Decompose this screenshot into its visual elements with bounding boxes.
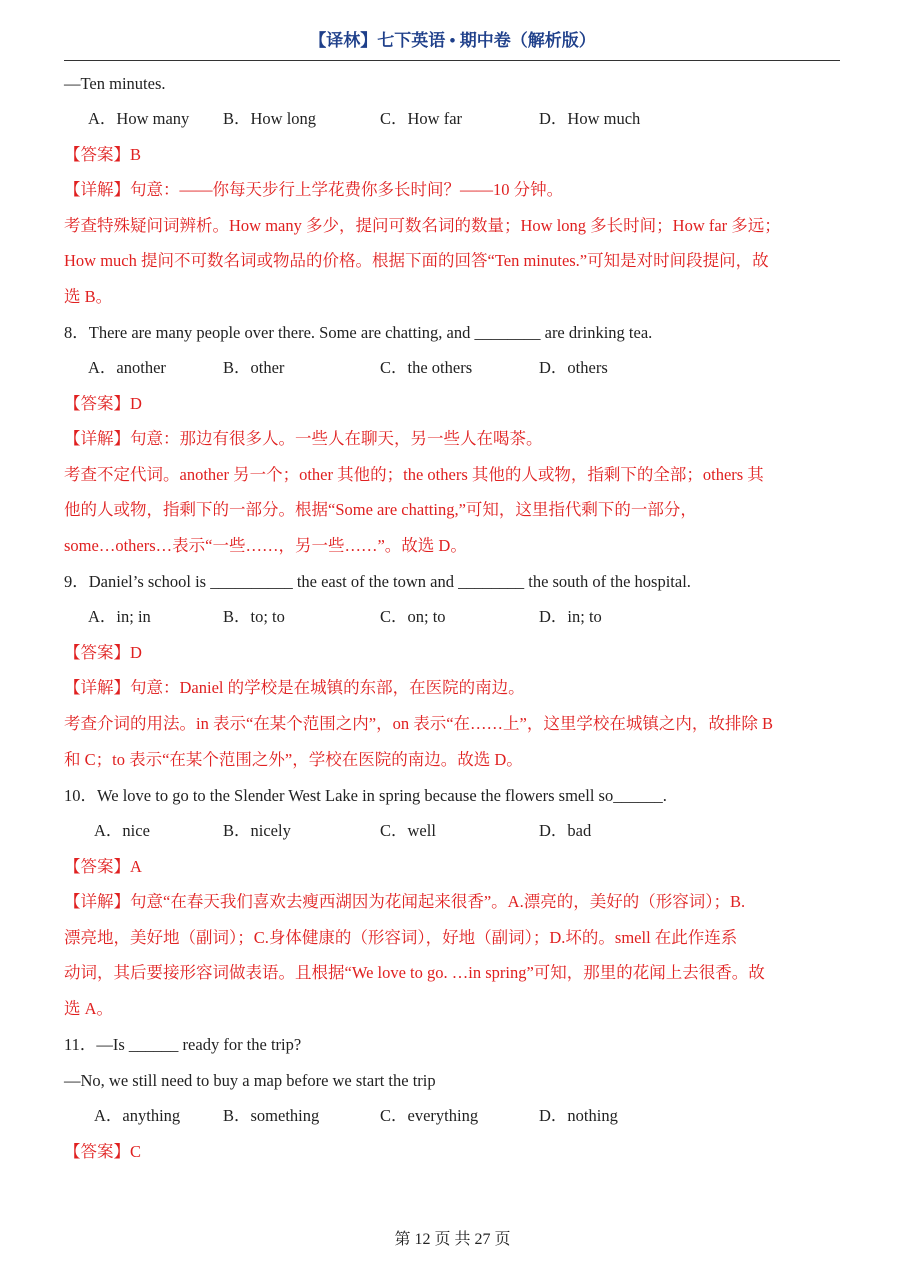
q10-option-a: A．nice bbox=[94, 821, 150, 840]
q9-option-c: C．on; to bbox=[380, 607, 446, 626]
q10-explain-line: 漂亮地，美好地（副词）；C.身体健康的（形容词），好地（副词）；D.坏的。smell 在此作连系 bbox=[64, 928, 738, 947]
q7-option-b: B．How long bbox=[223, 109, 317, 128]
q7-explain-line: 考查特殊疑问词辨析。How many 多少，提问可数名词的数量；How long 多长时间；How far 多远； bbox=[64, 216, 781, 235]
q9-explain-line: 【详解】句意：Daniel 的学校是在城镇的东部，在医院的南边。 bbox=[64, 678, 525, 697]
q7-option-c: C．How far bbox=[380, 109, 463, 128]
q11-option-d: D．nothing bbox=[539, 1106, 618, 1125]
q8-stem: 8．There are many people over there. Some are chatting, and ________ are drinking tea. bbox=[64, 323, 653, 342]
q7-explain-line: 选 B。 bbox=[64, 287, 113, 306]
q11-stem: 11．—Is ______ ready for the trip? bbox=[64, 1035, 302, 1054]
q8-explain-line: 他的人或物，指剩下的一部分。根据“Some are chatting,”可知，这里指代剩下的一部分， bbox=[64, 500, 697, 519]
q11-option-b: B．something bbox=[223, 1106, 320, 1125]
q10-stem: 10．We love to go to the Slender West Lake in spring because the flowers smell so______. bbox=[64, 786, 667, 805]
q9-option-d: D．in; to bbox=[539, 607, 602, 626]
q10-answer: 【答案】A bbox=[64, 857, 142, 876]
q8-option-d: D．others bbox=[539, 358, 608, 377]
q7-explain-line: How much 提问不可数名词或物品的价格。根据下面的回答“Ten minutes.”可知是对时间段提问，故 bbox=[64, 251, 769, 270]
q7-response: —Ten minutes. bbox=[64, 74, 166, 93]
q11-option-a: A．anything bbox=[94, 1106, 181, 1125]
q7-option-a: A．How many bbox=[88, 109, 190, 128]
q9-explain-line: 考查介词的用法。in 表示“在某个范围之内”，on 表示“在……上”，这里学校在城镇之内，故排除 B bbox=[64, 714, 774, 733]
q10-option-d: D．bad bbox=[539, 821, 592, 840]
page-header-title: 【译林】七下英语 • 期中卷（解析版） bbox=[309, 31, 596, 50]
q11-answer: 【答案】C bbox=[64, 1142, 142, 1161]
q8-explain-line: 考查不定代词。another 另一个；other 其他的；the others 其他的人或物，指剩下的全部；others 其 bbox=[64, 465, 764, 484]
q7-answer: 【答案】B bbox=[64, 145, 142, 164]
q8-answer: 【答案】D bbox=[64, 394, 142, 413]
q9-answer: 【答案】D bbox=[64, 643, 142, 662]
q8-option-a: A．another bbox=[88, 358, 166, 377]
q10-explain-line: 【详解】句意“在春天我们喜欢去瘦西湖因为花闻起来很香”。A.漂亮的，美好的（形容词）；B. bbox=[64, 892, 746, 911]
q11-response: —No, we still need to buy a map before we start the trip bbox=[64, 1071, 436, 1090]
page-number: 第 12 页 共 27 页 bbox=[394, 1231, 511, 1248]
q10-option-c: C．well bbox=[380, 821, 436, 840]
q7-explain-line: 【详解】句意：——你每天步行上学花费你多长时间？——10 分钟。 bbox=[64, 180, 564, 199]
q8-explain-line: 【详解】句意：那边有很多人。一些人在聊天，另一些人在喝茶。 bbox=[64, 429, 543, 448]
q9-stem: 9．Daniel’s school is __________ the east of the town and ________ the south of the hospital. bbox=[64, 572, 691, 591]
q9-option-b: B．to; to bbox=[223, 607, 285, 626]
q10-explain-line: 动词，其后要接形容词做表语。且根据“We love to go. …in spring”可知，那里的花闻上去很香。故 bbox=[64, 963, 765, 982]
q7-option-d: D．How much bbox=[539, 109, 641, 128]
q8-option-b: B．other bbox=[223, 358, 285, 377]
header-rule bbox=[64, 60, 840, 61]
q9-option-a: A．in; in bbox=[88, 607, 151, 626]
q11-option-c: C．everything bbox=[380, 1106, 479, 1125]
q10-explain-line: 选 A。 bbox=[64, 999, 114, 1018]
q10-option-b: B．nicely bbox=[223, 821, 291, 840]
q9-explain-line: 和 C；to 表示“在某个范围之外”，学校在医院的南边。故选 D。 bbox=[64, 750, 523, 769]
q8-explain-line: some…others…表示“一些……，另一些……”。故选 D。 bbox=[64, 536, 467, 555]
q8-option-c: C．the others bbox=[380, 358, 473, 377]
